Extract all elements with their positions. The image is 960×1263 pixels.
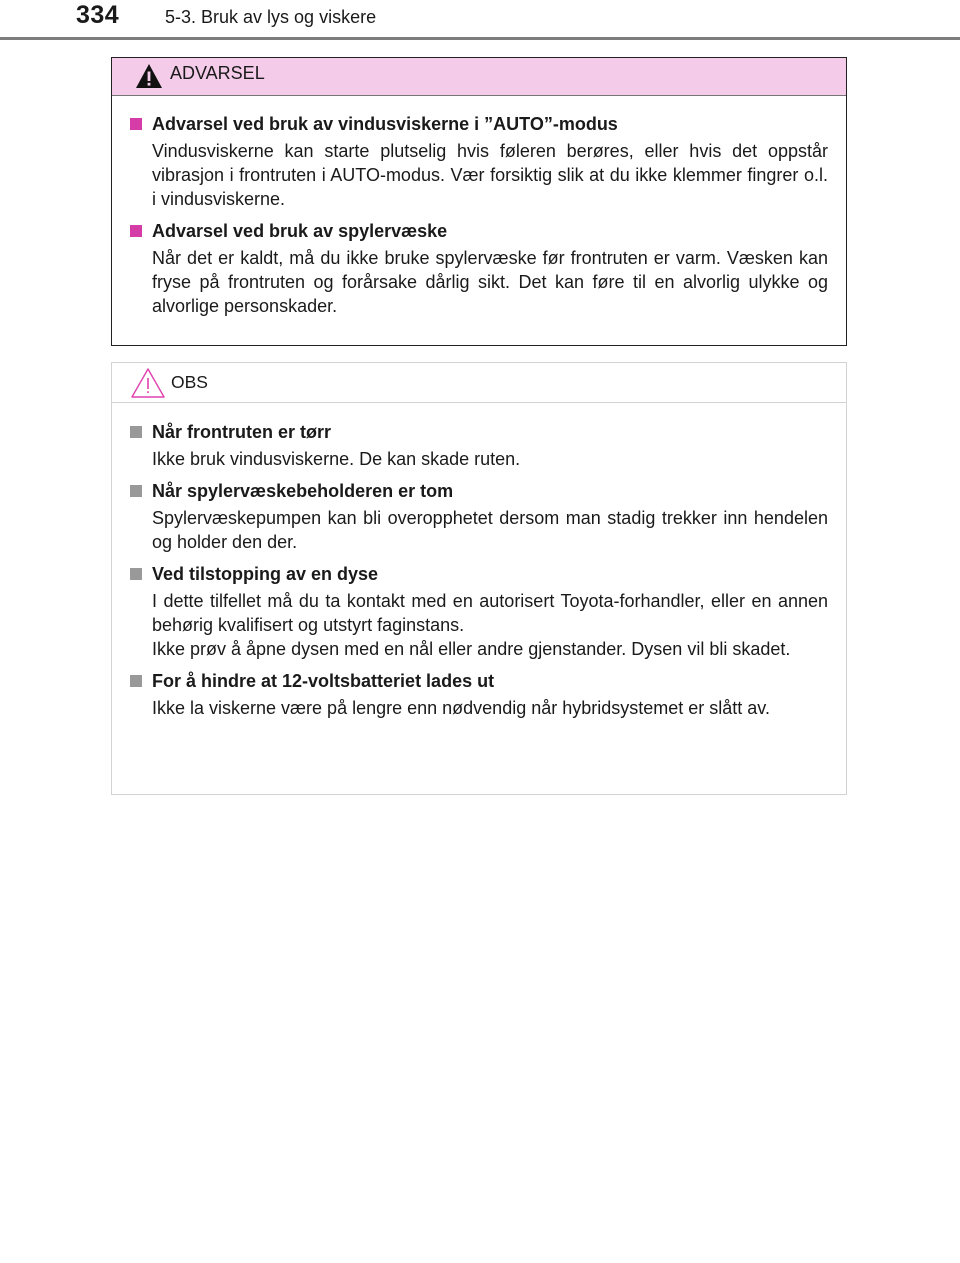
warning-item-text: Vindusviskerne kan starte plutselig hvis føleren berøres, eller hvis det oppstår vibrasjon i frontruten i AUTO-modus. Vær forsiktig slik at du ikke klemmer fingrer o.l. i vindusviskerne. [152,141,828,209]
notice-item-text: Ikke prøv å åpne dysen med en nål eller andre gjenstander. Dysen vil bli skadet. [152,639,791,659]
notice-item [129,667,828,720]
square-bullet-icon [130,675,142,687]
warning-triangle-icon [135,63,163,89]
notice-box [111,362,847,795]
notice-item-text: Ikke la viskerne være på lengre enn nødvendig når hybridsystemet er slått av. [152,698,770,718]
notice-item-text: I dette tilfellet må du ta kontakt med en autorisert Toyota-forhandler, eller en annen behørig kvalifisert og utstyrt faginstans. [152,591,828,635]
caution-triangle-icon [130,367,166,399]
notice-item-title: Ved tilstopping av en dyse [129,560,828,588]
notice-label: OBS [171,372,208,392]
warning-header [112,58,846,96]
square-bullet-icon [130,225,142,237]
notice-item [129,418,828,471]
warning-item [129,110,828,211]
notice-item-title: Når spylervæskebeholderen er tom [129,477,828,505]
warning-item [129,217,828,318]
square-bullet-icon [130,568,142,580]
warning-item-title: Advarsel ved bruk av spylervæske [129,217,828,245]
warning-label: ADVARSEL [170,63,265,83]
notice-item [129,477,828,554]
section-title: 5-3. Bruk av lys og viskere [165,7,377,27]
warning-box [111,57,847,346]
notice-item-text: Ikke bruk vindusviskerne. De kan skade ruten. [152,449,521,469]
warning-item-text: Når det er kaldt, må du ikke bruke spylervæske før frontruten er varm. Væsken kan fryse på frontruten og forårsake dårlig sikt. Det kan føre til en alvorlig ulykke og alvorlige personskader. [152,248,828,316]
notice-header [112,363,846,403]
page-number: 334 [76,1,120,29]
warning-item-title: Advarsel ved bruk av vindusviskerne i ”AUTO”-modus [129,110,828,138]
square-bullet-icon [130,118,142,130]
header-rule [0,37,960,40]
square-bullet-icon [130,485,142,497]
page-header [0,0,960,44]
notice-item-title: Når frontruten er tørr [129,418,828,446]
notice-item-text: Spylervæskepumpen kan bli overopphetet dersom man stadig trekker inn hendelen og holder den der. [152,508,828,552]
notice-item [129,560,828,661]
notice-item-title: For å hindre at 12-voltsbatteriet lades ut [129,667,828,695]
square-bullet-icon [130,426,142,438]
